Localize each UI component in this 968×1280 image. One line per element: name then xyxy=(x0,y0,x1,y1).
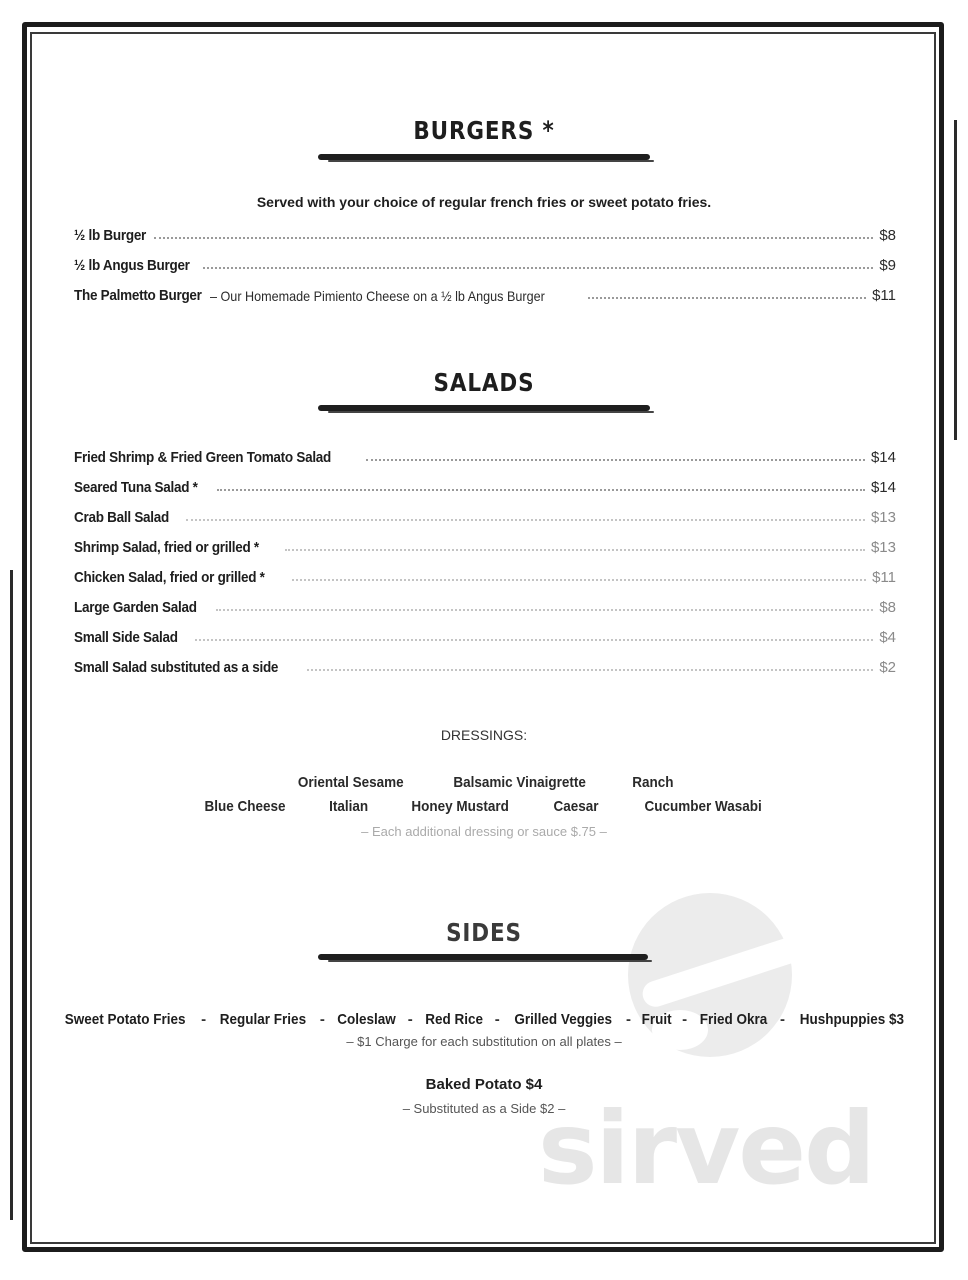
item-name: Fried Shrimp & Fried Green Tomato Salad xyxy=(74,449,332,466)
dot-leader xyxy=(154,236,873,239)
dressing-option: Caesar xyxy=(553,798,599,815)
burgers-heading: BURGERS * xyxy=(413,116,555,145)
dot-leader xyxy=(203,266,874,269)
dressings-note: – Each additional dressing or sauce $.75 – xyxy=(361,824,607,839)
burgers-subtitle: Served with your choice of regular french fries or sweet potato fries. xyxy=(256,194,712,210)
dressing-option: Italian xyxy=(328,798,368,815)
item-description: – Our Homemade Pimiento Cheese on a ½ lb Angus Burger xyxy=(209,288,545,304)
side-separator: - xyxy=(407,1010,413,1028)
dot-leader xyxy=(588,296,866,299)
salads-underline xyxy=(318,405,650,411)
salads-heading: SALADS xyxy=(433,368,535,397)
dressing-option: Honey Mustard xyxy=(411,798,510,815)
burgers-underline xyxy=(318,154,650,160)
item-name: Small Salad substituted as a side xyxy=(74,659,279,676)
menu-item xyxy=(74,474,896,496)
dot-leader xyxy=(217,488,865,491)
side-separator: - xyxy=(780,1010,786,1028)
menu-item xyxy=(74,222,896,244)
dressing-option: Cucumber Wasabi xyxy=(644,798,762,815)
item-name: ½ lb Angus Burger xyxy=(74,257,190,274)
dot-leader xyxy=(195,638,873,641)
side-item: Grilled Veggies xyxy=(514,1010,612,1028)
sides-substitution-note: – $1 Charge for each substitution on all plates – xyxy=(346,1034,622,1049)
sirved-logo-icon xyxy=(620,880,820,1080)
sides-list xyxy=(58,1007,910,1031)
item-name: Shrimp Salad, fried or grilled * xyxy=(74,539,259,556)
baked-potato: Baked Potato $4 xyxy=(425,1076,543,1093)
item-name: Large Garden Salad xyxy=(74,599,197,616)
menu-item xyxy=(74,624,896,646)
side-separator: - xyxy=(682,1010,688,1028)
frame-stroke-right xyxy=(954,120,957,440)
item-name: The Palmetto Burger xyxy=(74,287,202,304)
side-item: Sweet Potato Fries xyxy=(64,1010,186,1028)
item-price: $11 xyxy=(872,569,896,586)
item-price: $14 xyxy=(870,479,896,496)
dressing-option: Blue Cheese xyxy=(204,798,286,815)
side-separator: - xyxy=(626,1010,631,1028)
menu-item xyxy=(74,534,896,556)
sides-heading: SIDES xyxy=(446,918,522,947)
side-item: Coleslaw xyxy=(337,1010,396,1028)
dot-leader xyxy=(186,518,865,521)
menu-item xyxy=(74,654,896,676)
side-separator: - xyxy=(319,1010,325,1028)
dressings-row-2 xyxy=(0,798,968,816)
item-price: $13 xyxy=(870,539,896,556)
item-price: $11 xyxy=(872,287,896,304)
dressing-option: Balsamic Vinaigrette xyxy=(453,774,587,791)
side-separator: - xyxy=(201,1010,207,1028)
dressings-row-1 xyxy=(0,774,968,792)
item-price: $8 xyxy=(879,227,896,244)
side-item: Regular Fries xyxy=(219,1010,307,1028)
sirved-watermark: sirved xyxy=(538,1090,874,1207)
item-price: $13 xyxy=(870,509,896,526)
menu-item xyxy=(74,252,896,274)
menu-item xyxy=(74,564,896,586)
dot-leader xyxy=(307,668,873,671)
item-name: Crab Ball Salad xyxy=(74,509,169,526)
dressing-option: Ranch xyxy=(632,774,674,791)
item-name: Small Side Salad xyxy=(74,629,178,646)
menu-item xyxy=(74,594,896,616)
dot-leader xyxy=(366,458,865,461)
dot-leader xyxy=(292,578,866,581)
item-price: $8 xyxy=(879,599,896,616)
item-name: ½ lb Burger xyxy=(74,227,147,244)
side-item: Fried Okra xyxy=(699,1010,768,1028)
side-item: Red Rice xyxy=(424,1010,483,1028)
item-price: $2 xyxy=(879,659,896,676)
side-separator: - xyxy=(494,1010,500,1028)
menu-item xyxy=(74,504,896,526)
frame-stroke-left xyxy=(10,570,13,1220)
side-item: Hushpuppies $3 xyxy=(799,1010,905,1028)
menu-item xyxy=(74,444,896,466)
dot-leader xyxy=(216,608,873,611)
baked-potato-note: – Substituted as a Side $2 – xyxy=(402,1101,566,1116)
item-name: Seared Tuna Salad * xyxy=(74,479,198,496)
item-name: Chicken Salad, fried or grilled * xyxy=(74,569,265,586)
sides-underline xyxy=(318,954,648,960)
menu-item xyxy=(74,282,896,304)
item-price: $4 xyxy=(879,629,896,646)
dot-leader xyxy=(285,548,865,551)
dressing-option: Oriental Sesame xyxy=(298,774,404,791)
dressings-label: DRESSINGS: xyxy=(440,727,528,743)
item-price: $9 xyxy=(879,257,896,274)
item-price: $14 xyxy=(870,449,896,466)
side-item: Fruit xyxy=(641,1010,672,1028)
